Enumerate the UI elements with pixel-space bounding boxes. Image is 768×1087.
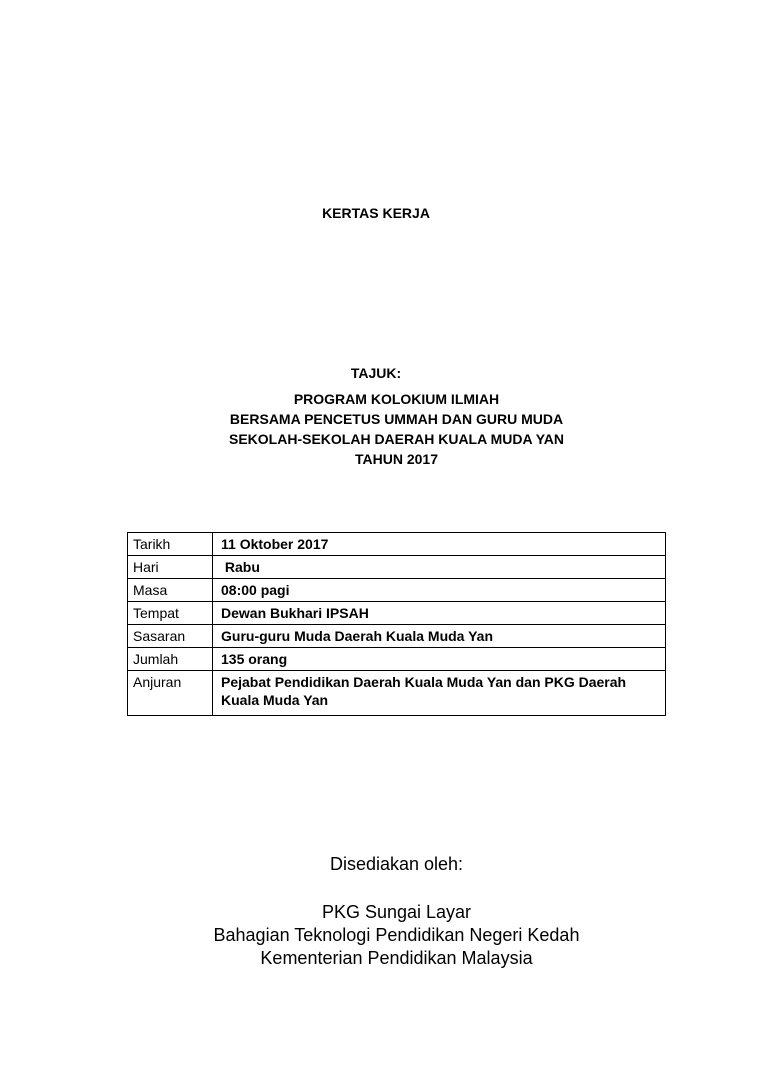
table-row bbox=[128, 579, 666, 602]
row-value-hari: Rabu bbox=[213, 556, 666, 579]
tajuk-line-2: BERSAMA PENCETUS UMMAH DAN GURU MUDA bbox=[229, 411, 564, 427]
row-label-tarikh: Tarikh bbox=[128, 533, 213, 556]
prepared-line-2: Bahagian Teknologi Pendidikan Negeri Kedah bbox=[213, 925, 580, 945]
row-label-sasaran: Sasaran bbox=[128, 625, 213, 648]
document-title: KERTAS KERJA bbox=[322, 205, 430, 221]
row-value-sasaran: Guru-guru Muda Daerah Kuala Muda Yan bbox=[213, 625, 666, 648]
details-table bbox=[127, 532, 666, 716]
table-row bbox=[128, 533, 666, 556]
tajuk-line-1: PROGRAM KOLOKIUM ILMIAH bbox=[293, 391, 500, 407]
table-row bbox=[128, 625, 666, 648]
row-value-tarikh: 11 Oktober 2017 bbox=[213, 533, 666, 556]
row-value-anjuran: Pejabat Pendidikan Daerah Kuala Muda Yan dan PKG Daerah Kuala Muda Yan bbox=[213, 671, 666, 716]
tajuk-label: TAJUK: bbox=[350, 365, 402, 381]
prepared-by-label: Disediakan oleh: bbox=[329, 854, 464, 874]
row-label-hari: Hari bbox=[128, 556, 213, 579]
prepared-line-1: PKG Sungai Layar bbox=[321, 902, 472, 922]
row-value-jumlah: 135 orang bbox=[213, 648, 666, 671]
row-value-masa: 08:00 pagi bbox=[213, 579, 666, 602]
tajuk-line-3: SEKOLAH-SEKOLAH DAERAH KUALA MUDA YAN bbox=[229, 431, 564, 447]
table-row bbox=[128, 648, 666, 671]
tajuk-block bbox=[0, 389, 768, 469]
row-label-jumlah: Jumlah bbox=[128, 648, 213, 671]
tajuk-line-4: TAHUN 2017 bbox=[355, 451, 438, 467]
table-row bbox=[128, 556, 666, 579]
prepared-by-block bbox=[0, 901, 768, 970]
prepared-line-3: Kementerian Pendidikan Malaysia bbox=[260, 948, 533, 968]
row-value-tempat: Dewan Bukhari IPSAH bbox=[213, 602, 666, 625]
row-label-anjuran: Anjuran bbox=[128, 671, 213, 716]
row-label-tempat: Tempat bbox=[128, 602, 213, 625]
row-label-masa: Masa bbox=[128, 579, 213, 602]
table-row bbox=[128, 602, 666, 625]
table-row bbox=[128, 671, 666, 716]
